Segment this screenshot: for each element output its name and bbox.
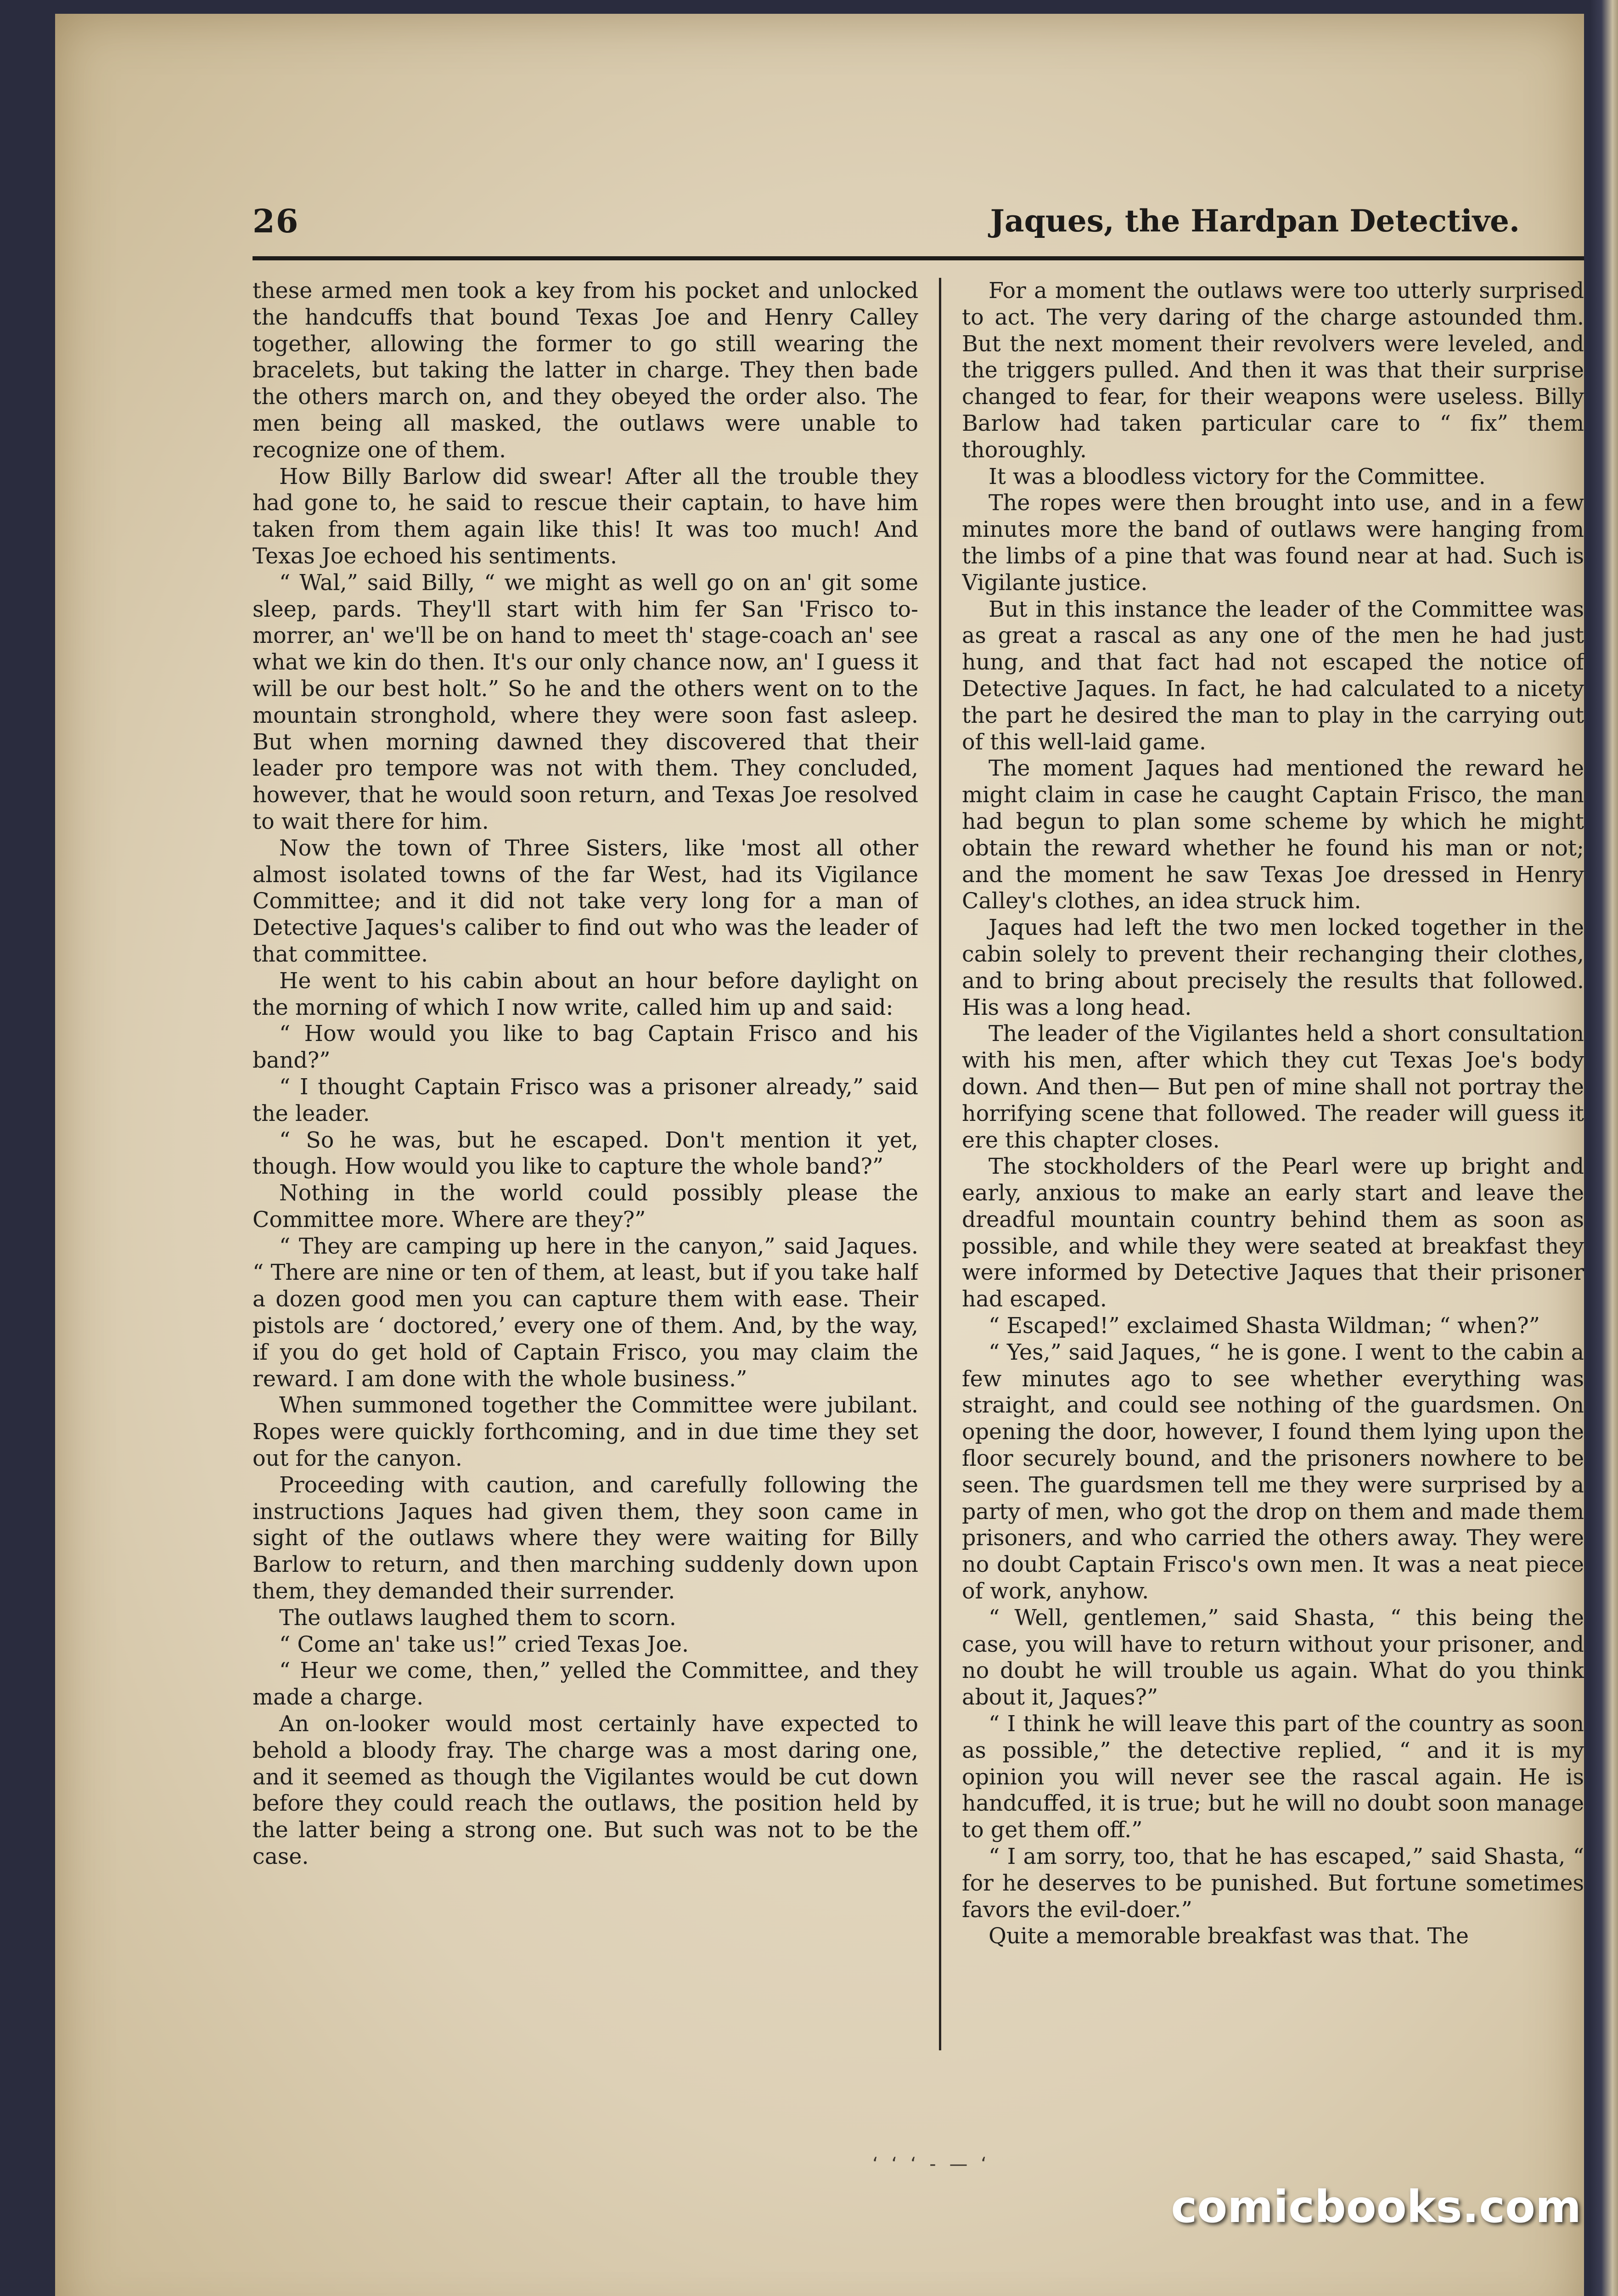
paragraph: The ropes were then brought into use, and in a few minutes more the band of outlaws were hanging from the limbs of a pine that was found near at had. Such is Vigilante justice. bbox=[962, 490, 1584, 596]
book-page bbox=[55, 14, 1584, 2296]
paragraph: “ So he was, but he escaped. Don't mention it yet, though. How would you like to capture the whole band?” bbox=[253, 1127, 918, 1180]
footer-printer-mark: ‘ ‘ ‘ - — ‘ bbox=[872, 2154, 990, 2175]
paragraph: “ Escaped!” exclaimed Shasta Wildman; “ when?” bbox=[989, 1313, 1540, 1339]
watermark-logo: comicbooks.com bbox=[1171, 2181, 1581, 2233]
paragraph: The outlaws laughed them to scorn. bbox=[279, 1605, 676, 1631]
paragraph: “ I thought Captain Frisco was a prisoner already,” said the leader. bbox=[253, 1074, 918, 1126]
paragraph: An on-looker would most certainly have expected to behold a bloody fray. The charge was a most daring one, and it seemed as though the Vigilantes would be cut down before they could reach the outlaws, the position held by the latter being a strong one. But such was not to be the case. bbox=[253, 1711, 918, 1870]
paragraph: Quite a memorable breakfast was that. The bbox=[989, 1924, 1469, 1949]
paragraph: “ They are camping up here in the canyon,” said Jaques. “ There are nine or ten of them, at least, but if you take half a dozen good men you can capture them with ease. Their pistols are ‘ doctored,’ every one of them. And, by the way, if you do get hold of Captain Frisco, you may claim the reward. I am done with the whole business.” bbox=[253, 1233, 918, 1392]
paragraph: The moment Jaques had mentioned the reward he might claim in case he caught Captain Frisco, the man had begun to plan some scheme by which he might obtain the reward whether he found his man or not; and the moment he saw Texas Joe dressed in Henry Calley's clothes, an idea struck him. bbox=[962, 756, 1584, 914]
page-number: 26 bbox=[253, 202, 299, 240]
paragraph: “ Well, gentlemen,” said Shasta, “ this being the case, you will have to return without your prisoner, and no doubt he will trouble us again. What do you think about it, Jaques?” bbox=[962, 1605, 1584, 1711]
paragraph: It was a bloodless victory for the Committee. bbox=[989, 464, 1486, 490]
paragraph: For a moment the outlaws were too utterly surprised to act. The very daring of the charge astounded thm. But the next moment their revolvers were leveled, and the triggers pulled. And then it was that their surprise changed to fear, for their weapons were useless. Billy Barlow had taken particular care to “ fix” them thoroughly. bbox=[962, 278, 1584, 463]
paragraph: “ Wal,” said Billy, “ we might as well go on an' git some sleep, pards. They'll start with him fer San 'Frisco to-morrer, an' we'll be on hand to meet th' stage-coach an' see what we kin do then. It's our only chance now, an' I guess it will be our best holt.” So he and the others went on to the mountain stronghold, where they were soon fast asleep. But when morning dawned they discovered that their leader pro tempore was not with them. They concluded, however, that he would soon return, and Texas Joe resolved to wait there for him. bbox=[253, 570, 918, 834]
paragraph: “ Yes,” said Jaques, “ he is gone. I went to the cabin a few minutes ago to see whether everything was straight, and could see nothing of the guardsmen. On opening the door, however, I found them lying upon the floor securely bound, and the prisoners nowhere to be seen. The guardsmen tell me they were surprised by a party of men, who got the drop on them and made them prisoners, and who carried the others away. They were no doubt Captain Frisco's own men. It was a neat piece of work, anyhow. bbox=[962, 1339, 1584, 1604]
left-column bbox=[253, 278, 918, 2073]
header-rule bbox=[253, 256, 1584, 260]
paragraph: How Billy Barlow did swear! After all the trouble they had gone to, he said to rescue their captain, to have him taken from them again like this! It was too much! And Texas Joe echoed his sentiments. bbox=[253, 464, 918, 569]
running-title: Jaques, the Hardpan Detective. bbox=[990, 203, 1520, 239]
paragraph: But in this instance the leader of the Committee was as great a rascal as any one of the men he had just hung, and that fact had not escaped the notice of Detective Jaques. In fact, he had calculated to a nicety the part he desired the man to play in the carrying out of this well-laid game. bbox=[962, 597, 1584, 755]
paragraph: Nothing in the world could possibly please the Committee more. Where are they?” bbox=[253, 1181, 918, 1232]
paragraph: Proceeding with caution, and carefully following the instructions Jaques had given them, they soon came in sight of the outlaws where they were waiting for Billy Barlow to return, and then marching suddenly down upon them, they demanded their surrender. bbox=[253, 1472, 918, 1604]
paragraph: Jaques had left the two men locked together in the cabin solely to prevent their rechanging their clothes, and to bring about precisely the results that followed. His was a long head. bbox=[962, 915, 1584, 1020]
column-divider bbox=[939, 278, 941, 2050]
paragraph: “ Come an' take us!” cried Texas Joe. bbox=[279, 1632, 689, 1657]
paragraph: “ How would you like to bag Captain Frisco and his band?” bbox=[253, 1021, 918, 1074]
paragraph: He went to his cabin about an hour before daylight on the morning of which I now write, called him up and said: bbox=[253, 968, 918, 1020]
right-column bbox=[962, 278, 1584, 2073]
paragraph: “ I am sorry, too, that he has escaped,” said Shasta, “ for he deserves to be punished. But fortune sometimes favors the evil-doer.” bbox=[962, 1844, 1584, 1923]
paragraph: The stockholders of the Pearl were up bright and early, anxious to make an early start and leave the dreadful mountain country behind them as soon as possible, and while they were seated at breakfast they were informed by Detective Jaques that their prisoner had escaped. bbox=[962, 1154, 1584, 1312]
paragraph: When summoned together the Committee were jubilant. Ropes were quickly forthcoming, and in due time they set out for the canyon. bbox=[253, 1393, 918, 1472]
paragraph: these armed men took a key from his pocket and unlocked the handcuffs that bound Texas Joe and Henry Calley together, allowing the former to go still wearing the bracelets, but taking the latter in charge. They then bade the others march on, and they obeyed the order also. The men being all masked, the outlaws were unable to recognize one of them. bbox=[253, 278, 918, 463]
paragraph: “ Heur we come, then,” yelled the Committee, and they made a charge. bbox=[253, 1658, 918, 1711]
next-page-edge bbox=[1590, 0, 1618, 2296]
page-header bbox=[253, 197, 1579, 257]
paragraph: Now the town of Three Sisters, like 'most all other almost isolated towns of the far West, had its Vigilance Committee; and it did not take very long for a man of Detective Jaques's caliber to find out who was the leader of that committee. bbox=[253, 835, 918, 967]
paragraph: “ I think he will leave this part of the country as soon as possible,” the detective replied, “ and it is my opinion you will never see the rascal again. He is handcuffed, it is true; but he will no doubt soon manage to get them off.” bbox=[962, 1711, 1584, 1843]
paragraph: The leader of the Vigilantes held a short consultation with his men, after which they cut Texas Joe's body down. And then— But pen of mine shall not portray the horrifying scene that followed. The reader will guess it ere this chapter closes. bbox=[962, 1021, 1584, 1153]
